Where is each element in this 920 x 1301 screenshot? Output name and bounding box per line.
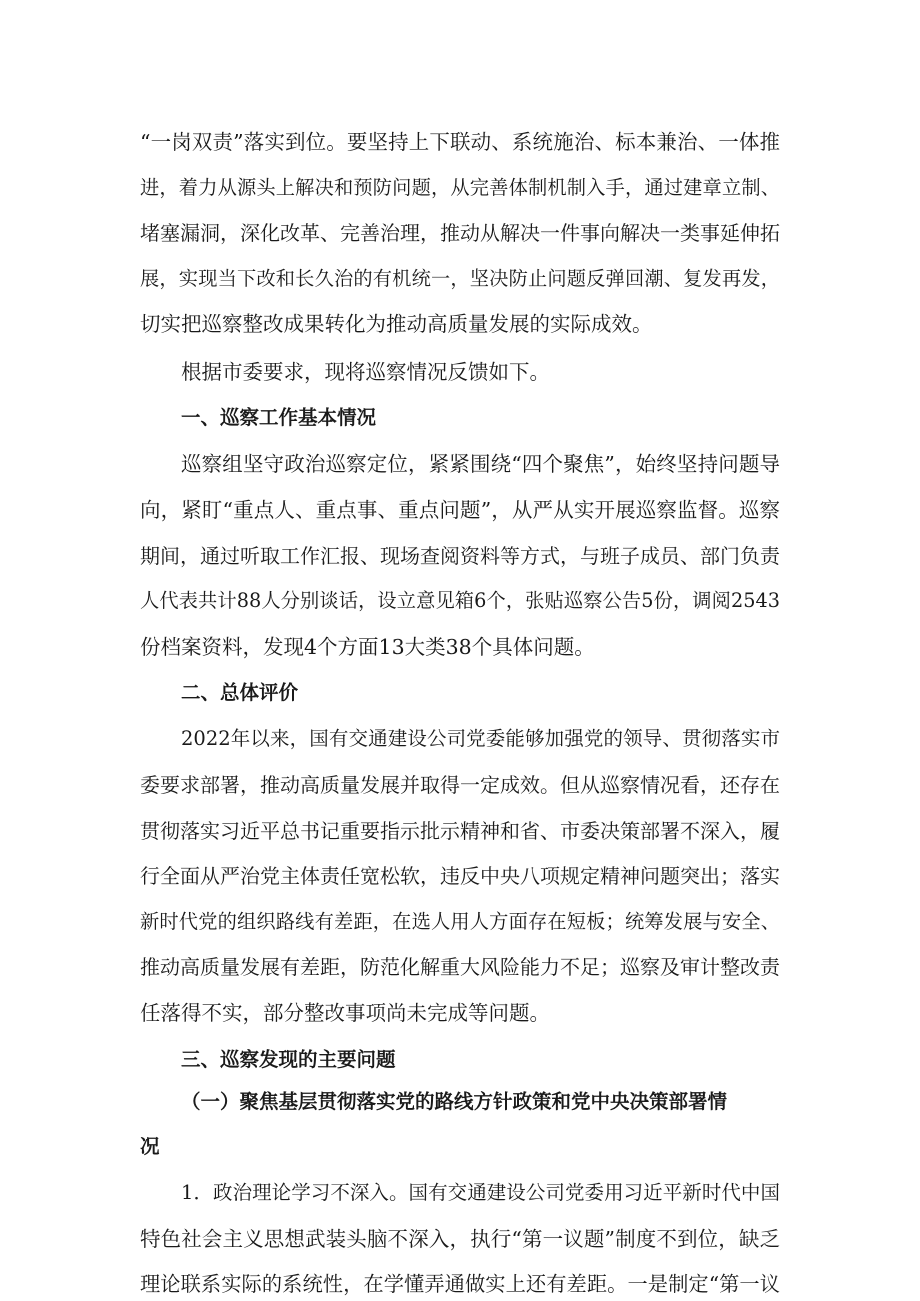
text-line: 展，实现当下改和长久治的有机统一，坚决防止问题反弹回潮、复发再发，	[140, 266, 780, 290]
text-line: 人代表共计88人分别谈话，设立意见箱6个，张贴巡察公告5份，调阅2543	[140, 589, 780, 612]
text-line: 2022年以来，国有交通建设公司党委能够加强党的领导、贯彻落实市	[181, 727, 780, 751]
text-line: 况	[140, 1135, 160, 1159]
text-line: 贯彻落实习近平总书记重要指示批示精神和省、市委决策部署不深入，履	[140, 818, 780, 843]
text-line: 进，着力从源头上解决和预防问题，从完善体制机制入手，通过建章立制、	[140, 175, 780, 199]
text-line: 特色社会主义思想武装头脑不深入，执行“第一议题”制度不到位，缺乏	[140, 1226, 780, 1251]
text-line: 委要求部署，推动高质量发展并取得一定成效。但从巡察情况看，还存在	[140, 772, 780, 797]
text-line: 切实把巡察整改成果转化为推动高质量发展的实际成效。	[140, 312, 653, 337]
text-line: 份档案资料，发现4个方面13大类38个具体问题。	[140, 634, 595, 659]
text-line: 理论联系实际的系统性，在学懂弄通做实上还有差距。一是制定“第一议	[140, 1272, 780, 1296]
text-line: 堵塞漏洞，深化改革、完善治理，推动从解决一件事向解决一类事延伸拓	[140, 221, 780, 246]
text-line: 推动高质量发展有差距，防范化解重大风险能力不足；巡察及审计整改责	[140, 955, 780, 980]
section-heading-basic: 一、巡察工作基本情况	[181, 405, 377, 429]
text-line: （一）聚焦基层贯彻落实党的路线方针政策和党中央决策部署情	[181, 1089, 728, 1113]
text-line: 1．政治理论学习不深入。国有交通建设公司党委用习近平新时代中国	[181, 1180, 780, 1204]
text-line: 向，紧盯“重点人、重点事、重点问题”，从严从实开展巡察监督。巡察	[140, 497, 780, 522]
text-line: 期间，通过听取工作汇报、现场查阅资料等方式，与班子成员、部门负责	[140, 543, 780, 568]
section-heading-main-problems: 三、巡察发现的主要问题	[181, 1048, 396, 1071]
text-line: 任落得不实，部分整改事项尚未完成等问题。	[140, 1000, 550, 1025]
text-line: 新时代党的组织路线有差距，在选人用人方面存在短板；统筹发展与安全、	[140, 909, 780, 933]
section-heading-evaluation: 二、总体评价	[181, 681, 299, 704]
text-line: 行全面从严治党主体责任宽松软，违反中央八项规定精神问题突出；落实	[140, 864, 780, 888]
text-line: 巡察组坚守政治巡察定位，紧紧围绕“四个聚焦”，始终坚持问题导	[181, 452, 780, 477]
paragraph-feedback: 根据市委要求，现将巡察情况反馈如下。	[181, 359, 550, 384]
text-line: “一岗双责”落实到位。要坚持上下联动、系统施治、标本兼治、一体推	[140, 130, 780, 154]
